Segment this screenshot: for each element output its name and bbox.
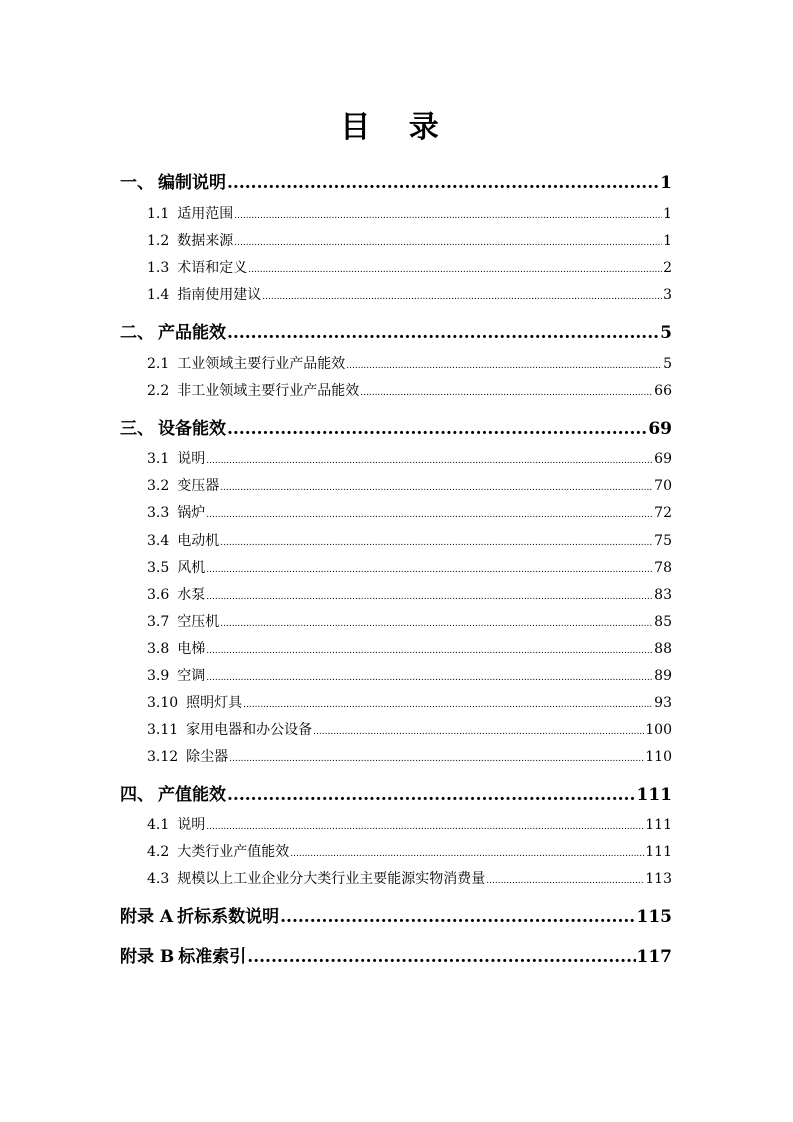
toc-page-number: 83: [654, 587, 672, 603]
toc-dot-leader: [206, 560, 653, 576]
toc-entry-title: 产值能效: [158, 785, 226, 805]
toc-entry-number: 3.3: [147, 505, 170, 521]
toc-chapter-entry[interactable]: [120, 902, 672, 928]
toc-entry-title: 空压机: [177, 614, 220, 630]
toc-entry-title: 工业领域主要行业产品能效: [177, 356, 346, 372]
toc-entry-title: 说明: [177, 817, 206, 833]
toc-section-entry[interactable]: [147, 692, 672, 714]
toc-section-entry[interactable]: [147, 665, 672, 687]
toc-entry-number: 2.1: [147, 356, 170, 372]
toc-chapter-entry[interactable]: [120, 942, 672, 968]
toc-entry-number: 2.2: [147, 383, 170, 399]
toc-entry-title: 水泵: [177, 587, 206, 603]
toc-page-number: 113: [645, 871, 672, 887]
toc-entry-number: 3.7: [147, 614, 170, 630]
toc-entry-title: 指南使用建议: [177, 287, 262, 303]
toc-dot-leader: [227, 323, 659, 343]
toc-entry-number: 1.2: [147, 233, 170, 249]
toc-dot-leader: [346, 356, 662, 372]
toc-dot-leader: [280, 907, 635, 927]
toc-entry-number: 3.1: [147, 451, 170, 467]
toc-entry-title: 空调: [177, 668, 206, 684]
toc-page-number: 3: [663, 287, 672, 303]
toc-dot-leader: [486, 871, 644, 887]
toc-dot-leader: [227, 173, 659, 193]
toc-entry-number: 4.1: [147, 817, 170, 833]
toc-dot-leader: [243, 695, 653, 711]
toc-entry-number: 3.12: [147, 749, 179, 765]
toc-dot-leader: [220, 614, 653, 630]
toc-entry-title: 说明: [177, 451, 206, 467]
toc-section-entry[interactable]: [147, 638, 672, 660]
toc-dot-leader: [234, 206, 662, 222]
toc-entry-number: 3.10: [147, 695, 179, 711]
toc-entry-number: 3.5: [147, 560, 170, 576]
toc-chapter-entry[interactable]: [120, 168, 672, 194]
toc-entry-title: 数据来源: [177, 233, 234, 249]
toc-entry-number: 4.3: [147, 871, 170, 887]
toc-entry-number: 3.2: [147, 478, 170, 494]
toc-entry-number: 一、: [120, 173, 154, 193]
toc-dot-leader: [247, 947, 635, 967]
toc-dot-leader: [206, 505, 653, 521]
toc-page-number: 69: [654, 451, 672, 467]
toc-page-number: 75: [654, 533, 672, 549]
toc-section-entry[interactable]: [147, 814, 672, 836]
toc-entry-title: 术语和定义: [177, 260, 248, 276]
toc-entry-title: 照明灯具: [186, 695, 243, 711]
toc-dot-leader: [206, 451, 653, 467]
toc-page-number: 85: [654, 614, 672, 630]
toc-dot-leader: [206, 641, 653, 657]
toc-page-number: 100: [645, 722, 672, 738]
toc-section-entry[interactable]: [147, 257, 672, 279]
toc-page-number: 111: [645, 817, 672, 833]
toc-section-entry[interactable]: [147, 557, 672, 579]
toc-section-entry[interactable]: [147, 611, 672, 633]
toc-entry-title: 除尘器: [186, 749, 229, 765]
toc-entry-number: 3.11: [147, 722, 179, 738]
toc-section-entry[interactable]: [147, 448, 672, 470]
toc-page-number: 2: [663, 260, 672, 276]
toc-entry-title: 家用电器和办公设备: [186, 722, 313, 738]
toc-dot-leader: [227, 419, 647, 439]
toc-page-number: 72: [654, 505, 672, 521]
toc-page-number: 69: [648, 419, 672, 439]
toc-section-entry[interactable]: [147, 746, 672, 768]
toc-entry-number: 四、: [120, 785, 154, 805]
toc-entry-title: 编制说明: [158, 173, 226, 193]
toc-section-entry[interactable]: [147, 584, 672, 606]
toc-page-number: 1: [663, 206, 672, 222]
toc-entry-number: 二、: [120, 323, 154, 343]
toc-dot-leader: [248, 260, 662, 276]
toc-entry-title: 非工业领域主要行业产品能效: [177, 383, 360, 399]
toc-dot-leader: [313, 722, 644, 738]
toc-dot-leader: [206, 817, 644, 833]
toc-section-entry[interactable]: [147, 230, 672, 252]
toc-entry-title: 风机: [177, 560, 206, 576]
toc-entry-title: 产品能效: [158, 323, 226, 343]
toc-section-entry[interactable]: [147, 868, 672, 890]
toc-chapter-entry[interactable]: [120, 318, 672, 344]
toc-section-entry[interactable]: [147, 841, 672, 863]
toc-entry-number: 3.4: [147, 533, 170, 549]
toc-entry-number: 附录 A: [120, 907, 174, 927]
toc-entry-number: 4.2: [147, 844, 170, 860]
toc-entry-number: 三、: [120, 419, 154, 439]
toc-entry-number: 3.8: [147, 641, 170, 657]
toc-dot-leader: [360, 383, 653, 399]
toc-page-number: 117: [636, 947, 672, 967]
toc-dot-leader: [290, 844, 644, 860]
toc-entry-title: 大类行业产值能效: [177, 844, 290, 860]
toc-section-entry[interactable]: [147, 380, 672, 402]
toc-page-number: 93: [654, 695, 672, 711]
toc-page-number: 115: [636, 907, 672, 927]
toc-entry-number: 3.9: [147, 668, 170, 684]
toc-section-entry[interactable]: [147, 502, 672, 524]
toc-dot-leader: [262, 287, 662, 303]
toc-entry-title: 电动机: [177, 533, 220, 549]
toc-page-number: 1: [663, 233, 672, 249]
toc-page-number: 111: [636, 785, 672, 805]
toc-dot-leader: [234, 233, 662, 249]
toc-section-entry[interactable]: [147, 475, 672, 497]
toc-page-number: 88: [654, 641, 672, 657]
toc-page-number: 89: [654, 668, 672, 684]
toc-section-entry[interactable]: [147, 530, 672, 552]
toc-section-entry[interactable]: [147, 203, 672, 225]
page-title: 目 录: [340, 110, 453, 145]
toc-page-number: 78: [654, 560, 672, 576]
toc-dot-leader: [206, 668, 653, 684]
toc-page-number: 110: [645, 749, 672, 765]
toc-entry-title: 锅炉: [177, 505, 206, 521]
toc-dot-leader: [220, 478, 653, 494]
toc-dot-leader: [227, 785, 636, 805]
toc-entry-number: 1.1: [147, 206, 170, 222]
toc-chapter-entry[interactable]: [120, 780, 672, 806]
toc-page-number: 1: [660, 173, 672, 193]
toc-entry-title: 电梯: [177, 641, 206, 657]
toc-entry-number: 3.6: [147, 587, 170, 603]
toc-chapter-entry[interactable]: [120, 414, 672, 440]
toc-page-number: 70: [654, 478, 672, 494]
toc-entry-title: 变压器: [177, 478, 220, 494]
toc-entry-title: 适用范围: [177, 206, 234, 222]
toc-entry-number: 1.3: [147, 260, 170, 276]
toc-dot-leader: [220, 533, 653, 549]
toc-entry-title: 设备能效: [158, 419, 226, 439]
toc-section-entry[interactable]: [147, 284, 672, 306]
toc-dot-leader: [229, 749, 644, 765]
toc-section-entry[interactable]: [147, 719, 672, 741]
toc-section-entry[interactable]: [147, 353, 672, 375]
toc-entry-title: 折标系数说明: [177, 907, 280, 927]
toc-entry-title: 标准索引: [178, 947, 247, 967]
toc-entry-number: 1.4: [147, 287, 170, 303]
toc-entry-number: 附录 B: [120, 947, 175, 967]
toc-entry-title: 规模以上工业企业分大类行业主要能源实物消费量: [177, 871, 486, 887]
toc-page-number: 5: [660, 323, 672, 343]
toc-dot-leader: [206, 587, 653, 603]
toc-page-number: 66: [654, 383, 672, 399]
toc-page-number: 5: [663, 356, 672, 372]
toc-page-number: 111: [645, 844, 672, 860]
